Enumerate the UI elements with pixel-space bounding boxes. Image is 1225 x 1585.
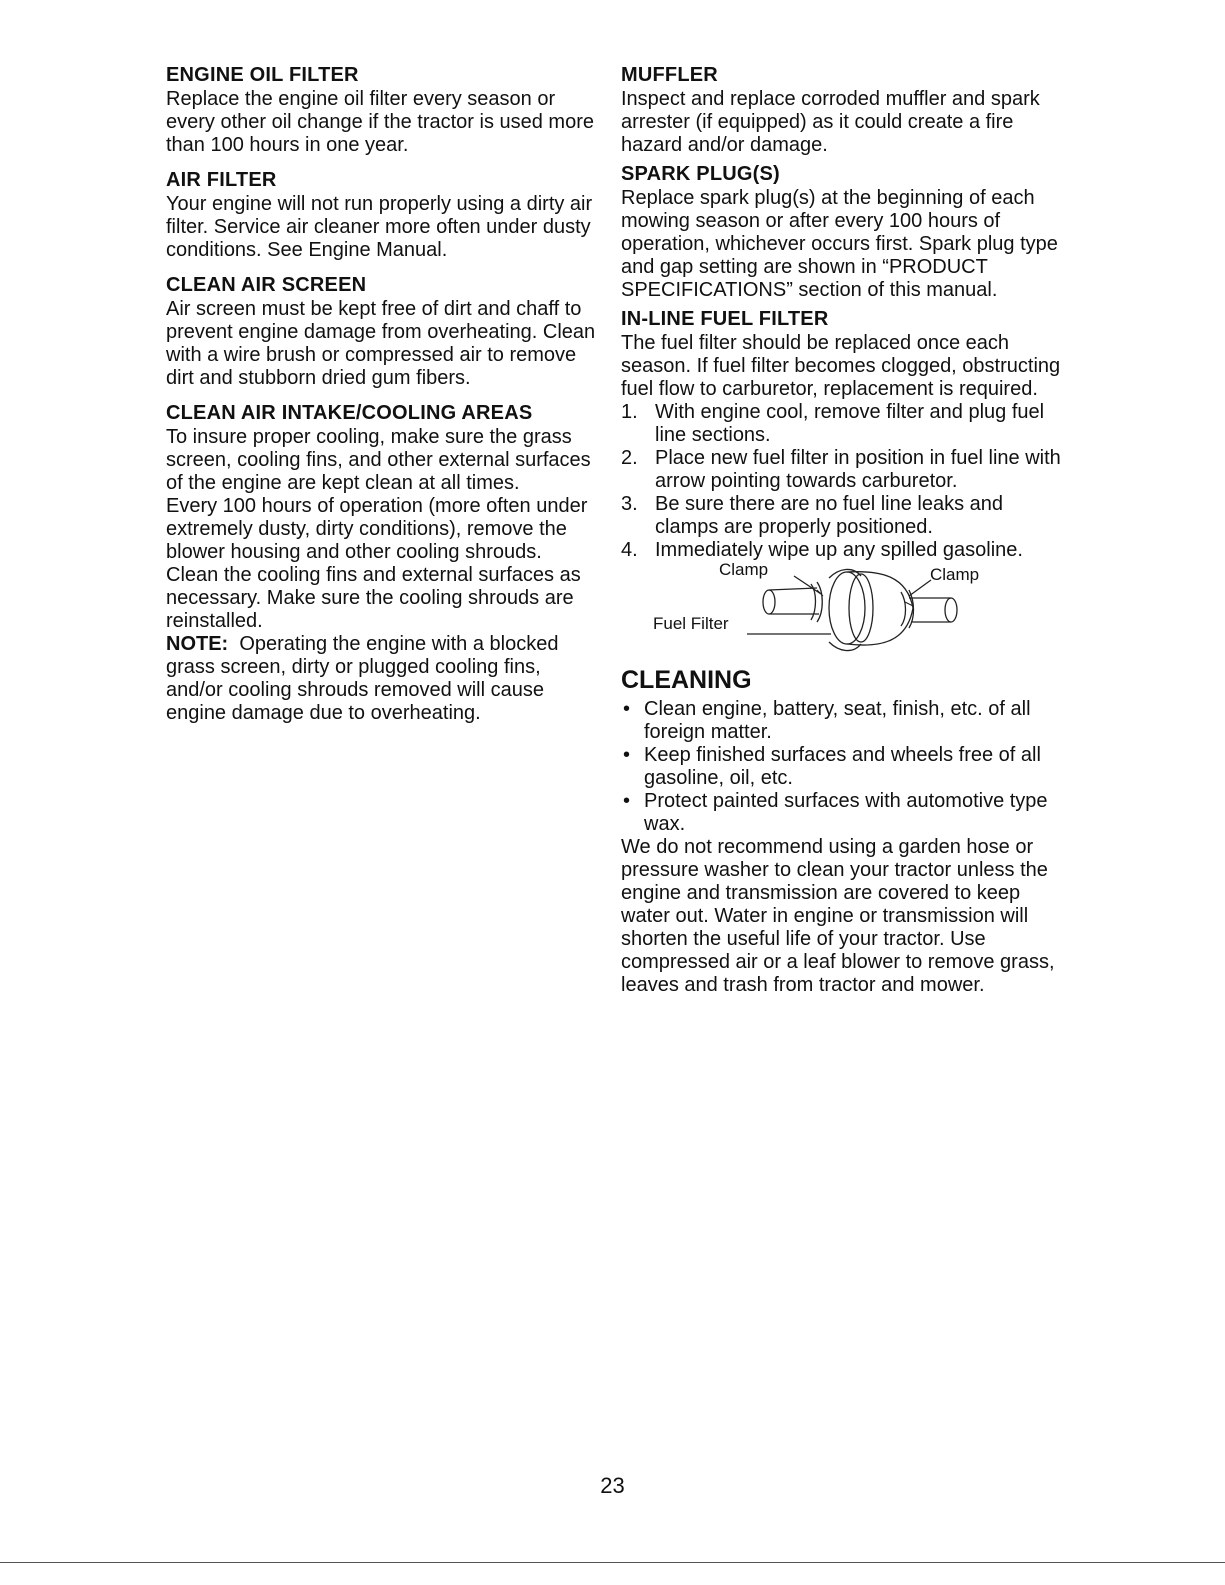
cleaning-section — [621, 666, 1061, 997]
steps-list — [621, 401, 1061, 562]
list-item — [621, 493, 1061, 539]
clean-air-intake-section — [166, 402, 596, 725]
section-heading: ENGINE OIL FILTER — [166, 64, 359, 86]
section-body: Your engine will not run properly using a dirty air filter. Service air cleaner more often under dusty conditions. See Engine Manual. — [166, 193, 593, 261]
spark-plugs-section — [621, 163, 1061, 302]
list-item — [621, 698, 1061, 744]
section-heading: SPARK PLUG(S) — [621, 163, 780, 185]
note-paragraph — [166, 633, 596, 725]
muffler-section — [621, 64, 1061, 157]
step-text: With engine cool, remove filter and plug fuel line sections. — [655, 401, 1045, 446]
section-heading: IN-LINE FUEL FILTER — [621, 308, 829, 330]
step-number: 3. — [621, 493, 638, 515]
section-heading: CLEAN AIR INTAKE/COOLING AREAS — [166, 402, 533, 424]
step-text: Immediately wipe up any spilled gasoline. — [655, 539, 1023, 561]
list-item — [621, 401, 1061, 447]
bullet-text: Protect painted surfaces with automotive type wax. — [644, 790, 1048, 835]
step-text: Place new fuel filter in position in fuel line with arrow pointing towards carburetor. — [655, 447, 1061, 492]
bullet-text: Keep finished surfaces and wheels free of all gasoline, oil, etc. — [644, 744, 1041, 789]
step-number: 1. — [621, 401, 638, 423]
page-number: 23 — [600, 1473, 625, 1498]
list-item — [621, 539, 1061, 562]
section-body: Replace the engine oil filter every season or every other oil change if the tractor is used more than 100 hours in one year. — [166, 88, 594, 156]
section-heading: MUFFLER — [621, 64, 718, 86]
bullet-icon: • — [623, 744, 631, 766]
section-heading: CLEAN AIR SCREEN — [166, 274, 367, 296]
inline-fuel-filter-section — [621, 308, 1061, 660]
cleaning-bullets — [621, 698, 1061, 836]
bullet-icon: • — [623, 790, 631, 812]
note-label: NOTE: — [166, 633, 229, 655]
step-text: Be sure there are no fuel line leaks and clamps are properly positioned. — [655, 493, 1003, 538]
list-item — [621, 744, 1061, 790]
list-item — [621, 447, 1061, 493]
bullet-text: Clean engine, battery, seat, finish, etc. of all foreign matter. — [644, 698, 1031, 743]
section-heading: AIR FILTER — [166, 169, 277, 191]
air-filter-section — [166, 169, 596, 262]
fuel-filter-figure — [621, 562, 1061, 660]
clamp-label-right: Clamp — [930, 565, 980, 584]
list-item — [621, 790, 1061, 836]
section-body: Inspect and replace corroded muffler and spark arrester (if equipped) as it could create a fire hazard and/or damage. — [621, 88, 1040, 156]
clean-air-screen-section — [166, 274, 596, 390]
section-body: Every 100 hours of operation (more often under extremely dusty, dirty conditions), remove the blower housing and other cooling shrouds. Clean the cooling fins and external surfaces as necessary. Make sure the cooling shrouds are reinstalled. — [166, 495, 588, 632]
bottom-rule — [0, 1562, 1225, 1563]
section-body: We do not recommend using a garden hose or pressure washer to clean your tractor unless the engine and transmission are covered to keep water out. Water in engine or transmission will shorten the useful life of your tractor. Use compressed air or a leaf blower to remove grass, leaves and trash from tractor and mower. — [621, 836, 1055, 996]
clamp-label-left: Clamp — [719, 560, 769, 579]
section-heading: CLEANING — [621, 666, 752, 694]
note-text: Operating the engine with a blocked grass screen, dirty or plugged cooling fins, and/or cooling shrouds removed will cause engine damage due to overheating. — [166, 633, 559, 724]
step-number: 4. — [621, 539, 638, 561]
fuel-filter-label: Fuel Filter — [653, 614, 729, 633]
section-body: To insure proper cooling, make sure the grass screen, cooling fins, and other external surfaces of the engine are kept clean at all times. — [166, 426, 591, 494]
engine-oil-filter-section — [166, 64, 596, 157]
right-column — [621, 64, 1061, 997]
bullet-icon: • — [623, 698, 631, 720]
step-number: 2. — [621, 447, 638, 469]
section-body: Air screen must be kept free of dirt and chaff to prevent engine damage from overheating. Clean with a wire brush or compressed air to remove dirt and stubborn dried gum fibers. — [166, 298, 596, 389]
section-body: Replace spark plug(s) at the beginning of each mowing season or after every 100 hours of operation, whichever occurs first. Spark plug type and gap setting are shown in “PRODUCT SPECIFICATIONS” section of this manual. — [621, 187, 1058, 301]
section-body: The fuel filter should be replaced once each season. If fuel filter becomes clogged, obstructing fuel flow to carburetor, replacement is required. — [621, 332, 1061, 400]
fuel-filter-illustration — [621, 562, 1061, 660]
left-column — [166, 64, 596, 725]
